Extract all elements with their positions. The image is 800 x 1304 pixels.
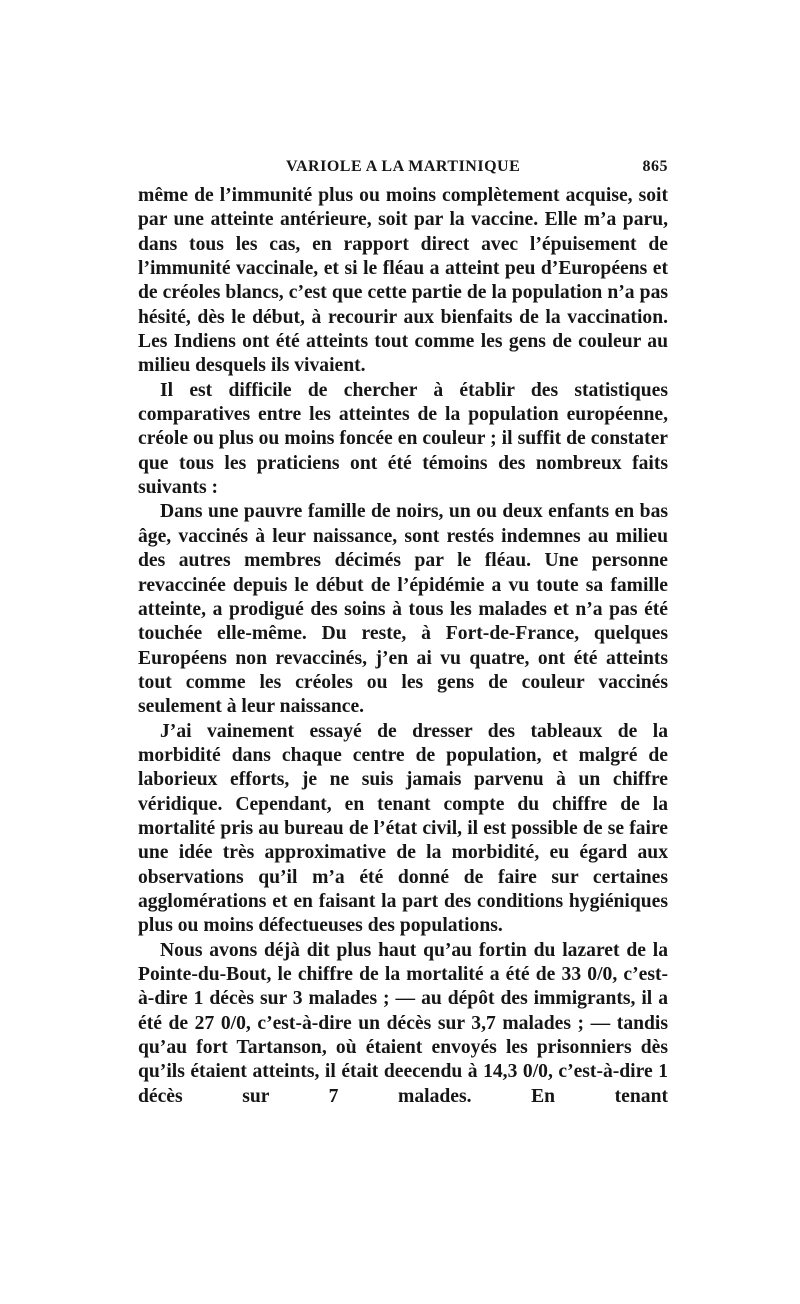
paragraph: J’ai vainement essayé de dresser des tableaux de la morbidité dans chaque centre de population, et malgré de laborieux efforts, je ne suis jamais parvenu à un chiffre véridique. Cependant, en tenant compte du chiffre de la mortalité pris au bureau de l’état civil, il est possible de se faire une idée très approximative de la morbidité, eu égard aux observations qu’il m’a été donné de faire sur certaines agglomérations et en faisant la part des conditions hygiéniques plus ou moins défectueuses des populations. [138, 720, 668, 937]
page-number: 865 [642, 158, 668, 175]
paragraph: Il est difficile de chercher à établir des statistiques comparatives entre les atteintes de la population européenne, créole ou plus ou moins foncée en couleur ; il suffit de constater que tous les praticiens ont été témoins des nombreux faits suivants : [138, 379, 668, 499]
running-title: VARIOLE A LA MARTINIQUE [286, 158, 521, 175]
body-text [138, 184, 668, 1109]
paragraph-continued: même de l’immunité plus ou moins complètement acquise, soit par une atteinte antérieure, soit par la vaccine. Elle m’a paru, dans tous les cas, en rapport direct avec l’épuisement de l’immunité vaccinale, et si le fléau a atteint peu d’Européens et de créoles blancs, c’est que cette partie de la population n’a pas hésité, dès le début, à recourir aux bienfaits de la vaccination. Les Indiens ont été atteints tout comme les gens de couleur au milieu desquels ils vivaient. [138, 185, 668, 377]
running-head [138, 158, 668, 180]
paragraph: Nous avons déjà dit plus haut qu’au fortin du lazaret de la Pointe-du-Bout, le chiffre de la mortalité a été de 33 0/0, c’est-à-dire 1 décès sur 3 malades ; — au dépôt des immigrants, il a été de 27 0/0, c’est-à-dire un décès sur 3,7 malades ; — tandis qu’au fort Tartanson, où étaient envoyés les prisonniers dès qu’ils étaient atteints, il était deecendu à 14,3 0/0, c’est-à-dire 1 décès sur 7 malades. En tenant [138, 939, 668, 1107]
paragraph: Dans une pauvre famille de noirs, un ou deux enfants en bas âge, vaccinés à leur naissance, sont restés indemnes au milieu des autres membres décimés par le fléau. Une personne revaccinée depuis le début de l’épidémie a vu toute sa famille atteinte, a prodigué des soins à tous les malades et n’a pas été touchée elle-même. Du reste, à Fort-de-France, quelques Européens non revaccinés, j’en ai vu quatre, ont été atteints tout comme les créoles ou les gens de couleur vaccinés seulement à leur naissance. [138, 501, 668, 718]
